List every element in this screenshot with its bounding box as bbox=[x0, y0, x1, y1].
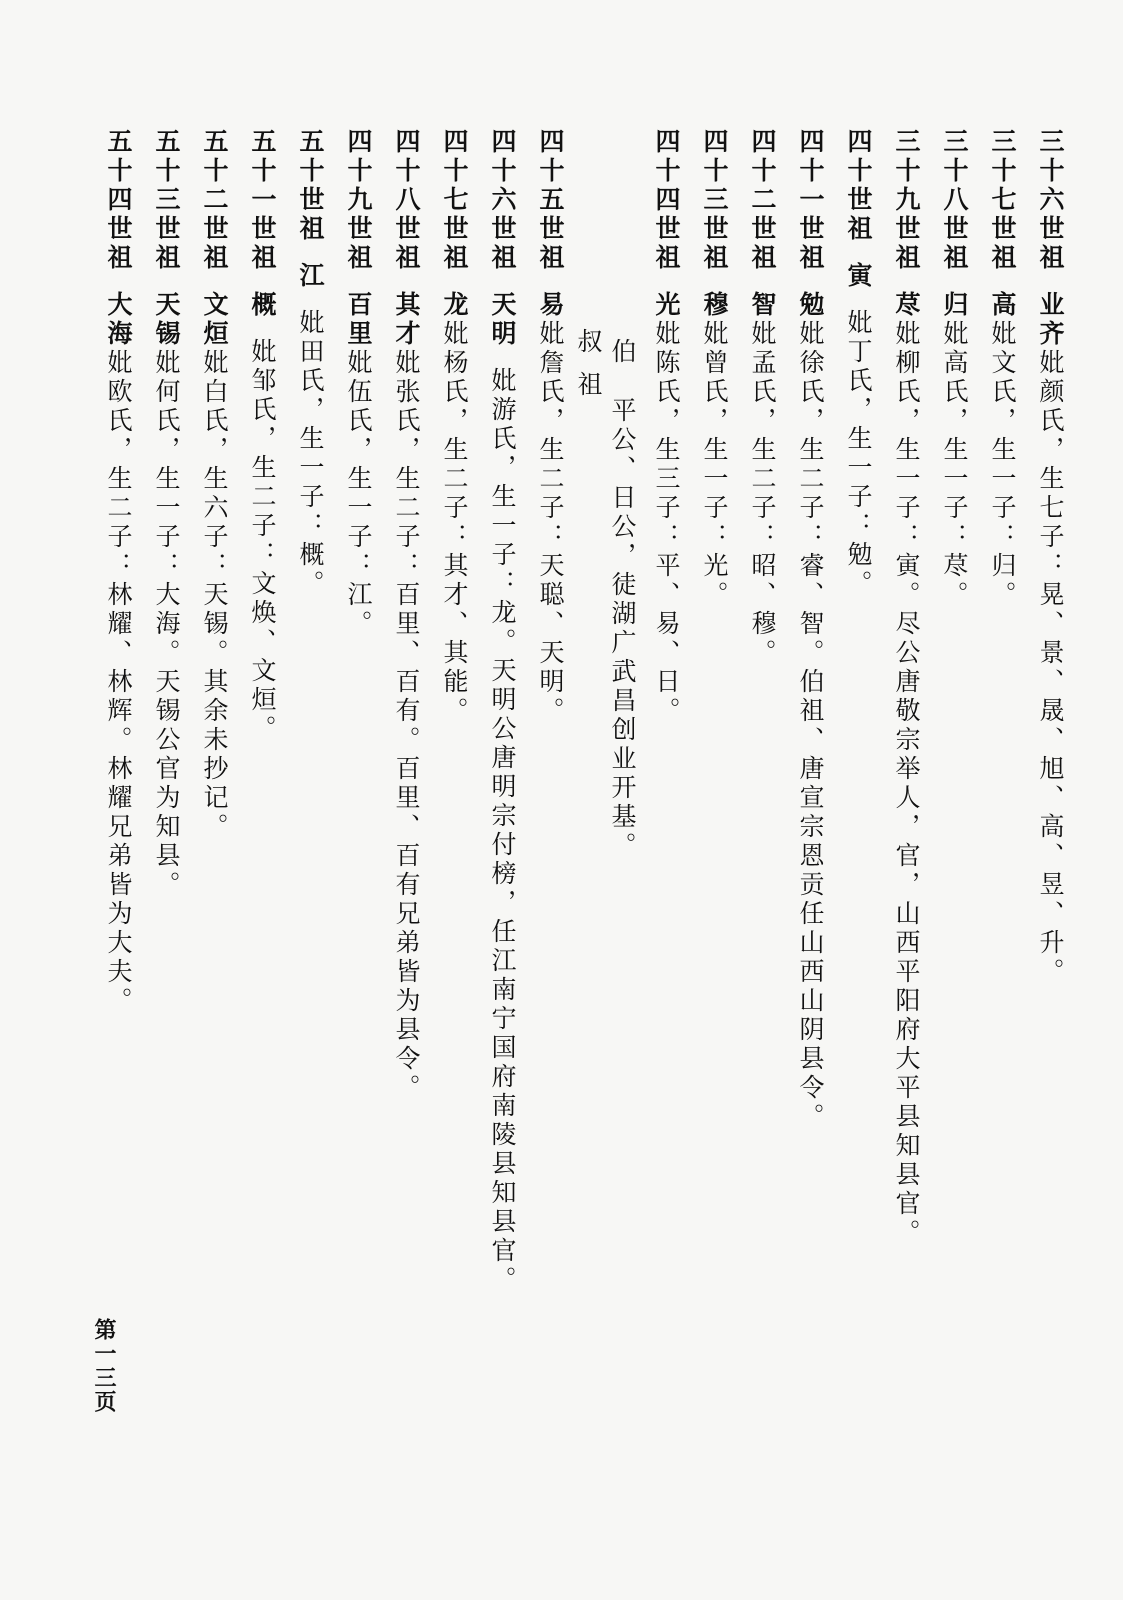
entry-text: 妣张氏，生二子：百里、百有。百里、百有兄弟皆为县令。 bbox=[392, 349, 421, 1103]
ancestor-name: 勉 bbox=[796, 291, 825, 320]
ancestor-name: 易 bbox=[536, 291, 565, 320]
entry-text: 妣丁氏，生一子：勉。 bbox=[844, 309, 873, 599]
ancestor-name: 概 bbox=[248, 291, 277, 320]
entry-text: 妣杨氏，生二子：其才、其能。 bbox=[440, 320, 469, 726]
ancestor-name: 业齐 bbox=[1036, 291, 1065, 349]
entry-text: 妣颜氏，生七子：晃、景、晟、旭、高、昱、升。 bbox=[1036, 349, 1065, 987]
entry-43 bbox=[689, 128, 737, 1548]
entry-41 bbox=[785, 128, 833, 1548]
note-bottom-label: 叔 bbox=[574, 328, 603, 357]
entry-52 bbox=[189, 128, 237, 1548]
generation-label: 三十九世祖 bbox=[892, 128, 921, 273]
note-top-label: 伯 bbox=[608, 338, 637, 367]
ancestor-name: 天锡 bbox=[152, 291, 181, 349]
entry-text: 妣徐氏，生二子：睿、智。伯祖、唐宣宗恩贡任山西山阴县令。 bbox=[796, 320, 825, 1132]
ancestor-name: 龙 bbox=[440, 291, 469, 320]
entry-53 bbox=[141, 128, 189, 1548]
entry-text: 妣欧氏，生二子：林耀、林辉。林耀兄弟皆为大夫。 bbox=[104, 349, 133, 1016]
entry-text: 妣孟氏，生二子：昭、穆。 bbox=[748, 320, 777, 668]
generation-label: 四十六世祖 bbox=[488, 128, 517, 273]
entry-36 bbox=[1025, 128, 1073, 1548]
ancestor-name: 荩 bbox=[892, 291, 921, 320]
ancestor-name: 穆 bbox=[700, 291, 729, 320]
ancestor-name: 大海 bbox=[104, 291, 133, 349]
entry-51 bbox=[237, 128, 285, 1548]
entry-42 bbox=[737, 128, 785, 1548]
page-number: 第一三页 bbox=[91, 1318, 116, 1414]
entry-38 bbox=[929, 128, 977, 1548]
entry-text: 妣詹氏，生二子：天聪、天明。 bbox=[536, 320, 565, 726]
entry-46 bbox=[477, 128, 525, 1548]
generation-label: 五十一世祖 bbox=[248, 128, 277, 273]
ancestor-name: 寅 bbox=[844, 262, 873, 291]
generation-label: 三十六世祖 bbox=[1036, 128, 1065, 273]
generation-label: 四十一世祖 bbox=[796, 128, 825, 273]
generation-label: 五十世祖 bbox=[296, 128, 325, 244]
entry-48 bbox=[381, 128, 429, 1548]
generation-label: 四十五世祖 bbox=[536, 128, 565, 273]
entry-text: 妣陈氏，生三子：平、易、日。 bbox=[652, 320, 681, 726]
entry-text: 妣白氏，生六子：天锡。其余未抄记。 bbox=[200, 349, 229, 842]
entry-text: 妣曾氏，生一子：光。 bbox=[700, 320, 729, 610]
ancestor-name: 百里 bbox=[344, 291, 373, 349]
note-text: 平公、日公，徒湖广武昌创业开基。 bbox=[608, 397, 637, 861]
ancestor-name: 高 bbox=[988, 291, 1017, 320]
entry-49 bbox=[333, 128, 381, 1548]
ancestor-name: 光 bbox=[652, 291, 681, 320]
generation-label: 三十七世祖 bbox=[988, 128, 1017, 273]
generation-label: 四十八世祖 bbox=[392, 128, 421, 273]
generation-label: 三十八世祖 bbox=[940, 128, 969, 273]
entries-container bbox=[93, 128, 1073, 1548]
entry-text: 妣何氏，生一子：大海。天锡公官为知县。 bbox=[152, 349, 181, 900]
entry-text: 妣高氏，生一子：荩。 bbox=[940, 320, 969, 610]
ancestor-name: 天明 bbox=[488, 291, 517, 349]
entry-text: 妣文氏，生一子：归。 bbox=[988, 320, 1017, 610]
generation-label: 四十世祖 bbox=[844, 128, 873, 244]
entry-45 bbox=[525, 128, 573, 1548]
uncle-note-left bbox=[607, 128, 641, 1548]
generation-label: 四十九世祖 bbox=[344, 128, 373, 273]
generation-label: 四十七世祖 bbox=[440, 128, 469, 273]
entry-text: 妣邹氏，生二子：文焕、文烜。 bbox=[248, 338, 277, 744]
note-word: 祖 bbox=[574, 371, 603, 400]
entry-text: 妣伍氏，生一子：江。 bbox=[344, 349, 373, 639]
ancestor-name: 归 bbox=[940, 291, 969, 320]
generation-label: 四十三世祖 bbox=[700, 128, 729, 273]
generation-label: 五十三世祖 bbox=[152, 128, 181, 273]
entry-47 bbox=[429, 128, 477, 1548]
entry-37 bbox=[977, 128, 1025, 1548]
uncle-note-right bbox=[573, 128, 607, 1548]
generation-label: 四十四世祖 bbox=[652, 128, 681, 273]
entry-44 bbox=[641, 128, 689, 1548]
ancestor-name: 智 bbox=[748, 291, 777, 320]
entry-39 bbox=[881, 128, 929, 1548]
entry-40 bbox=[833, 128, 881, 1548]
ancestor-name: 其才 bbox=[392, 291, 421, 349]
generation-label: 五十四世祖 bbox=[104, 128, 133, 273]
generation-label: 五十二世祖 bbox=[200, 128, 229, 273]
entry-text: 妣游氏，生一子：龙。天明公唐明宗付榜，任江南宁国府南陵县知县官。 bbox=[488, 367, 517, 1295]
ancestor-name: 文烜 bbox=[200, 291, 229, 349]
ancestor-name: 江 bbox=[296, 262, 325, 291]
generation-label: 四十二世祖 bbox=[748, 128, 777, 273]
entry-text: 妣田氏，生一子：概。 bbox=[296, 309, 325, 599]
entry-text: 妣柳氏，生一子：寅。尽公唐敬宗举人，官，山西平阳府大平县知县官。 bbox=[892, 320, 921, 1248]
entry-50 bbox=[285, 128, 333, 1548]
